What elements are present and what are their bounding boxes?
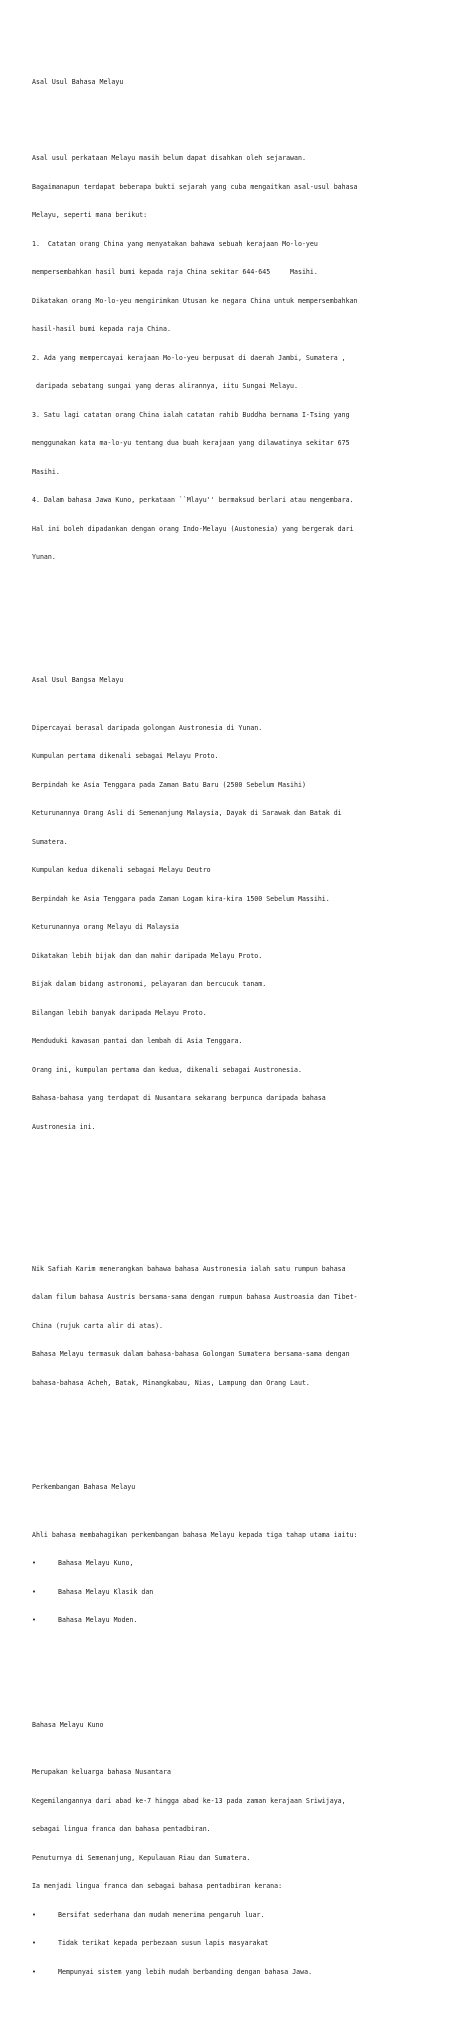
text-line: Merupakan keluarga bahasa Nusantara	[32, 1768, 171, 1776]
bullet-icon: •	[32, 1910, 36, 1919]
text-line: Dikatakan orang Mo-lo-yeu mengirimkan Utusan ke negara China untuk mempersembahkan	[32, 296, 358, 305]
text-line: Kumpulan pertama dikenali sebagai Melayu Proto.	[32, 752, 219, 760]
list-item	[32, 1588, 457, 1598]
text-line: Penuturnya di Semenanjung, Kepulauan Riau dan Sumatera.	[32, 1853, 251, 1862]
list-item-label: Tidak terikat kepada perbezaan susun lapis masyarakat	[58, 1939, 269, 1947]
text-line: Hal ini boleh dipadankan dengan orang Indo-Melayu (Austonesia) yang bergerak dari	[32, 524, 354, 533]
bullet-icon: •	[32, 1616, 36, 1624]
section-title-asal-usul-bahasa: Asal Usul Bahasa Melayu	[32, 78, 124, 86]
text-line: Asal usul perkataan Melayu masih belum dapat disahkan oleh sejarawan.	[32, 154, 306, 162]
spacer	[32, 1436, 457, 1446]
spacer	[32, 610, 457, 638]
section-austronesia	[32, 1246, 457, 1408]
text-line: Nik Safiah Karim menerangkan bahawa bahasa Austronesia ialah satu rumpun bahasa	[32, 1264, 346, 1273]
list-item	[32, 1968, 457, 1978]
section-bahasa-melayu-kuno	[32, 1749, 457, 1996]
text-line: Ahli bahasa membahagikan perkembangan bahasa Melayu kepada tiga tahap utama iaitu:	[32, 1530, 358, 1539]
text-line: Bagaimanapun terdapat beberapa bukti sejarah yang cuba mengaitkan asal-usul bahasa	[32, 182, 358, 191]
list-item	[32, 1911, 457, 1921]
list-item	[32, 1559, 457, 1569]
text-line: hasil-hasil bumi kepada raja China.	[32, 325, 171, 333]
text-line: 1. Catatan orang China yang menyatakan bahawa sebuah kerajaan Mo-lo-yeu	[32, 239, 318, 248]
text-line: Bahasa Melayu termasuk dalam bahasa-bahasa Golongan Sumatera bersama-sama dengan	[32, 1350, 350, 1358]
text-line: Bahasa-bahasa yang terdapat di Nusantara sekarang berpunca daripada bahasa	[32, 1094, 326, 1102]
text-line: Sumatera.	[32, 837, 68, 846]
text-line: dalam filum bahasa Austris bersama-sama dengan rumpun bahasa Austroasia dan Tibet-	[32, 1293, 358, 1301]
text-line: Masihi.	[32, 467, 60, 476]
text-line: Berpindah ke Asia Tenggara pada Zaman Batu Baru (2500 Sebelum Masihi)	[32, 780, 306, 789]
document-body	[32, 40, 457, 2025]
text-line: Keturunannya orang Melayu di Malaysia	[32, 923, 179, 931]
bullet-icon: •	[32, 1967, 36, 1976]
text-line: Bijak dalam bidang astronomi, pelayaran dan bercucuk tanam.	[32, 980, 267, 988]
spacer	[32, 1180, 457, 1208]
text-line: 4. Dalam bahasa Jawa Kuno, perkataan ``Mlayu'' bermaksud berlari atau mengembara.	[32, 496, 354, 504]
section-asal-usul-bahasa	[32, 135, 457, 582]
list-item-label: Bahasa Melayu Kuno,	[58, 1559, 134, 1567]
text-line: Dipercayai berasal daripada golongan Austronesia di Yunan.	[32, 723, 263, 732]
text-line: Kegemilangannya dari abad ke-7 hingga abad ke-13 pada zaman kerajaan Sriwijaya,	[32, 1796, 346, 1805]
list-item	[32, 1616, 457, 1626]
bullet-icon: •	[32, 1587, 36, 1596]
text-line: bahasa-bahasa Acheh, Batak, Minangkabau, Nias, Lampung dan Orang Laut.	[32, 1378, 310, 1387]
text-line: menggunakan kata ma-lo-yu tentang dua buah kerajaan yang dilawatinya sekitar 675	[32, 439, 350, 447]
text-line: Yunan.	[32, 553, 56, 561]
text-line: Berpindah ke Asia Tenggara pada Zaman Logam kira-kira 1500 Sebelum Massihi.	[32, 894, 330, 903]
section-asal-usul-bangsa	[32, 705, 457, 1152]
text-line: China (rujuk carta alir di atas).	[32, 1321, 164, 1330]
text-line: mempersembahkan hasil bumi kepada raja China sekitar 644-645 Masihi.	[32, 268, 318, 276]
section-perkembangan	[32, 1512, 457, 1645]
text-line: Dikatakan lebih bijak dan dan mahir daripada Melayu Proto.	[32, 951, 263, 960]
list-item-label: Mempunyai sistem yang lebih mudah berbanding dengan bahasa Jawa.	[58, 1967, 313, 1976]
text-line: Menduduki kawasan pantai dan lembah di Asia Tenggara.	[32, 1037, 243, 1045]
bullet-icon: •	[32, 1559, 36, 1567]
text-line: Melayu, seperti mana berikut:	[32, 211, 148, 219]
text-line: Ia menjadi lingua franca dan sebagai bahasa pentadbiran kerana:	[32, 1882, 283, 1890]
section-title-perkembangan: Perkembangan Bahasa Melayu	[32, 1483, 136, 1491]
text-line: Keturunannya Orang Asli di Semenanjung Malaysia, Dayak di Sarawak dan Batak di	[32, 809, 342, 817]
text-line: sebagai lingua franca dan bahasa pentadbiran.	[32, 1825, 211, 1833]
spacer	[32, 107, 457, 117]
text-line: Bilangan lebih banyak daripada Melayu Proto.	[32, 1008, 207, 1017]
text-line: daripada sebatang sungai yang deras alirannya, iitu Sungai Melayu.	[32, 382, 298, 390]
section-title-bahasa-melayu-kuno: Bahasa Melayu Kuno	[32, 1720, 104, 1729]
spacer	[32, 1673, 457, 1683]
section-title-asal-usul-bangsa: Asal Usul Bangsa Melayu	[32, 676, 124, 684]
list-item-label: Bahasa Melayu Klasik dan	[58, 1587, 154, 1596]
list-item-label: Bahasa Melayu Moden.	[58, 1616, 138, 1624]
text-line: Austronesia ini.	[32, 1122, 96, 1131]
list-item-label: Bersifat sederhana dan mudah menerima pengaruh luar.	[58, 1910, 265, 1919]
text-line: 3. Satu lagi catatan orang China ialah catatan rahib Buddha bernama I-Tsing yang	[32, 410, 350, 419]
list-item	[32, 1939, 457, 1949]
bullet-icon: •	[32, 1939, 36, 1947]
text-line: 2. Ada yang mempercayai kerajaan Mo-lo-yeu berpusat di daerah Jambi, Sumatera ,	[32, 353, 346, 362]
text-line: Kumpulan kedua dikenali sebagai Melayu Deutro	[32, 866, 211, 874]
text-line: Orang ini, kumpulan pertama dan kedua, dikenali sebagai Austronesia.	[32, 1065, 302, 1074]
